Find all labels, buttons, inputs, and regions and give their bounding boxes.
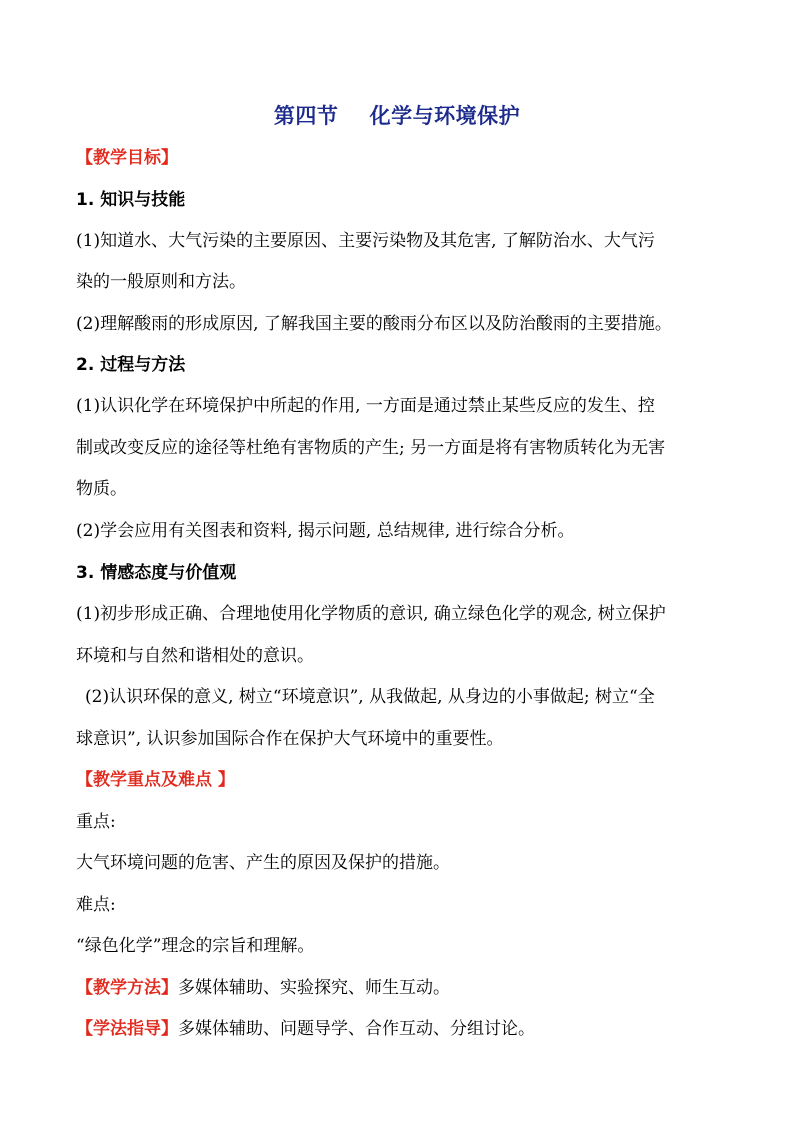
key-point-label: 重点: (76, 812, 116, 832)
knowledge-item1-line2: 染的一般原则和方法。 (76, 272, 246, 292)
attitude-item1-line2: 环境和与自然和谐相处的意识。 (76, 646, 314, 666)
process-item2-line1: (2)学会应用有关图表和资料, 揭示问题, 总结规律, 进行综合分析。 (76, 521, 575, 541)
teaching-methods-text: 多媒体辅助、实验探究、师生互动。 (178, 978, 450, 998)
knowledge-skills-heading: 1. 知识与技能 (76, 190, 186, 210)
attitude-item1-line1: (1)初步形成正确、合理地使用化学物质的意识, 确立绿色化学的观念, 树立保护 (76, 604, 666, 624)
process-item1-line1: (1)认识化学在环境保护中所起的作用, 一方面是通过禁止某些反应的发生、控 (76, 396, 655, 416)
knowledge-item2-line1: (2)理解酸雨的形成原因, 了解我国主要的酸雨分布区以及防治酸雨的主要措施。 (76, 314, 672, 334)
key-points-heading: 【教学重点及难点 】 (76, 770, 235, 790)
teaching-methods-heading: 【教学方法】 (76, 978, 178, 998)
attitude-item2-line2: 球意识”, 认识参加国际合作在保护大气环境中的重要性。 (76, 729, 504, 749)
page-title: 第四节 化学与环境保护 (273, 104, 521, 128)
difficulty-text: “绿色化学”理念的宗旨和理解。 (76, 936, 315, 956)
teaching-goals-heading: 【教学目标】 (76, 148, 178, 168)
difficulty-label: 难点: (76, 895, 116, 915)
study-guide-heading: 【学法指导】 (76, 1019, 178, 1039)
process-item1-line3: 物质。 (76, 479, 127, 499)
teaching-methods-row (76, 977, 726, 999)
study-guide-text: 多媒体辅助、问题导学、合作互动、分组讨论。 (178, 1019, 535, 1039)
process-methods-heading: 2. 过程与方法 (76, 355, 186, 375)
attitude-values-heading: 3. 情感态度与价值观 (76, 563, 237, 583)
key-point-text: 大气环境问题的危害、产生的原因及保护的措施。 (76, 853, 450, 873)
attitude-item2-line1: (2)认识环保的意义, 树立“环境意识”, 从我做起, 从身边的小事做起; 树立“全 (85, 687, 655, 707)
study-guide-row (76, 1018, 726, 1040)
knowledge-item1-line1: (1)知道水、大气污染的主要原因、主要污染物及其危害, 了解防治水、大气污 (76, 231, 655, 251)
process-item1-line2: 制或改变反应的途径等杜绝有害物质的产生; 另一方面是将有害物质转化为无害 (76, 438, 666, 458)
